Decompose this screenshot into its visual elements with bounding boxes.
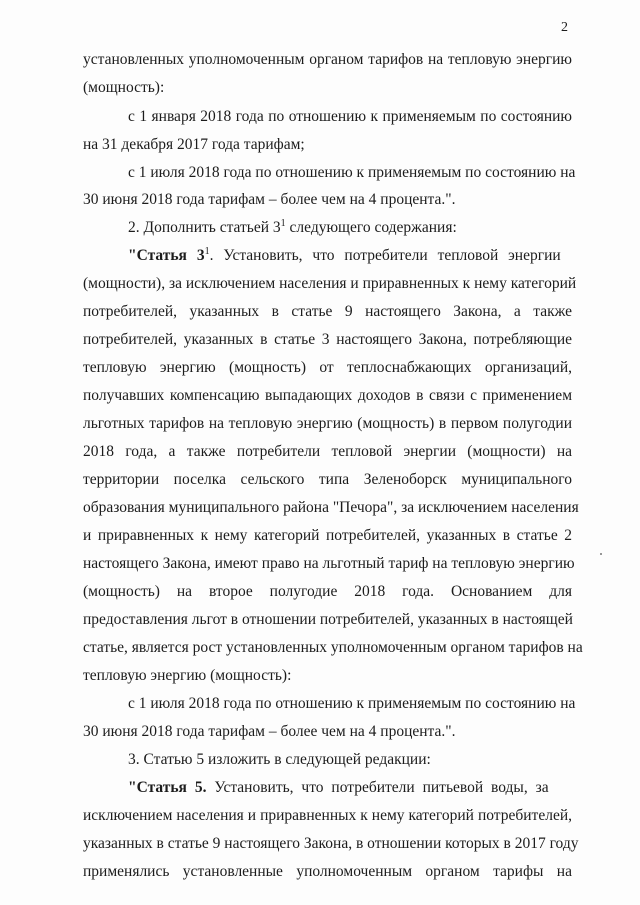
article-heading: "Статья 3 (128, 247, 205, 264)
text-line: статье, является рост установленных уполномоченным органом тарифов на (83, 639, 583, 656)
superscript: 1 (280, 218, 286, 229)
text-line: с 1 июля 2018 года по отношению к применяемым по состоянию на (128, 164, 576, 181)
text-line: применялись установленные уполномоченным органом тарифы на (83, 863, 572, 880)
text-line: получавших компенсацию выпадающих доходов в связи с применением (83, 387, 572, 404)
text-line: и приравненных к нему категорий потребителей, указанных в статье 2 (83, 527, 572, 544)
text-line: предоставления льгот в отношении потребителей, указанных в настоящей (83, 611, 573, 628)
text-line (128, 246, 572, 266)
text-line: на 31 декабря 2017 года тарифам; (83, 136, 305, 153)
text-line: исключением населения и приравненных к нему категорий потребителей, (83, 807, 572, 824)
text-line: 30 июня 2018 года тарифам – более чем на 4 процента.". (83, 723, 456, 740)
text-line: тепловую энергию (мощность): (83, 667, 292, 684)
text-line: 2018 года, а также потребители тепловой энергии (мощности) на (83, 443, 572, 460)
text-line (128, 218, 572, 238)
text-line: потребителей, указанных в статье 9 настоящего Закона, а также (83, 303, 572, 320)
text-line: 30 июня 2018 года тарифам – более чем на 4 процента.". (83, 191, 456, 208)
text-fragment: Установить, что потребители питьевой воды, за (206, 779, 549, 796)
text-line: настоящего Закона, имеют право на льготный тариф на тепловую энергию (83, 555, 575, 572)
text-line: установленных уполномоченным органом тарифов на тепловую энергию (83, 51, 572, 68)
text-line: (мощности), за исключением населения и приравненных к нему категорий (83, 275, 577, 292)
text-line: территории поселка сельского типа Зеленоборск муниципального (83, 471, 572, 488)
text-line: потребителей, указанных в статье 3 настоящего Закона, потребляющие (83, 331, 572, 348)
text-line: указанных в статье 9 настоящего Закона, в отношении которых в 2017 году (83, 835, 579, 852)
text-fragment: следующего содержания: (285, 219, 457, 236)
text-fragment: . Установить, что потребители тепловой энергии (209, 247, 561, 264)
text-line: 3. Статью 5 изложить в следующей редакции: (128, 751, 431, 768)
text-line: с 1 июля 2018 года по отношению к применяемым по состоянию на (128, 695, 576, 712)
page-number: 2 (561, 20, 568, 35)
scan-speck (600, 553, 602, 555)
article-heading: "Статья 5. (128, 779, 207, 796)
text-line: (мощность) на второе полугодие 2018 года. Основанием для (83, 583, 572, 600)
text-line (128, 778, 572, 798)
text-fragment: 2. Дополнить статьей 3 (128, 219, 281, 236)
superscript: 1 (204, 246, 210, 257)
text-line: льготных тарифов на тепловую энергию (мощность) в первом полугодии (83, 415, 572, 432)
text-line: с 1 января 2018 года по отношению к применяемым по состоянию (128, 108, 572, 125)
text-line: тепловую энергию (мощность) от теплоснабжающих организаций, (83, 359, 572, 376)
text-line: (мощность): (83, 79, 165, 96)
text-line: образования муниципального района "Печора", за исключением населения (83, 499, 579, 516)
